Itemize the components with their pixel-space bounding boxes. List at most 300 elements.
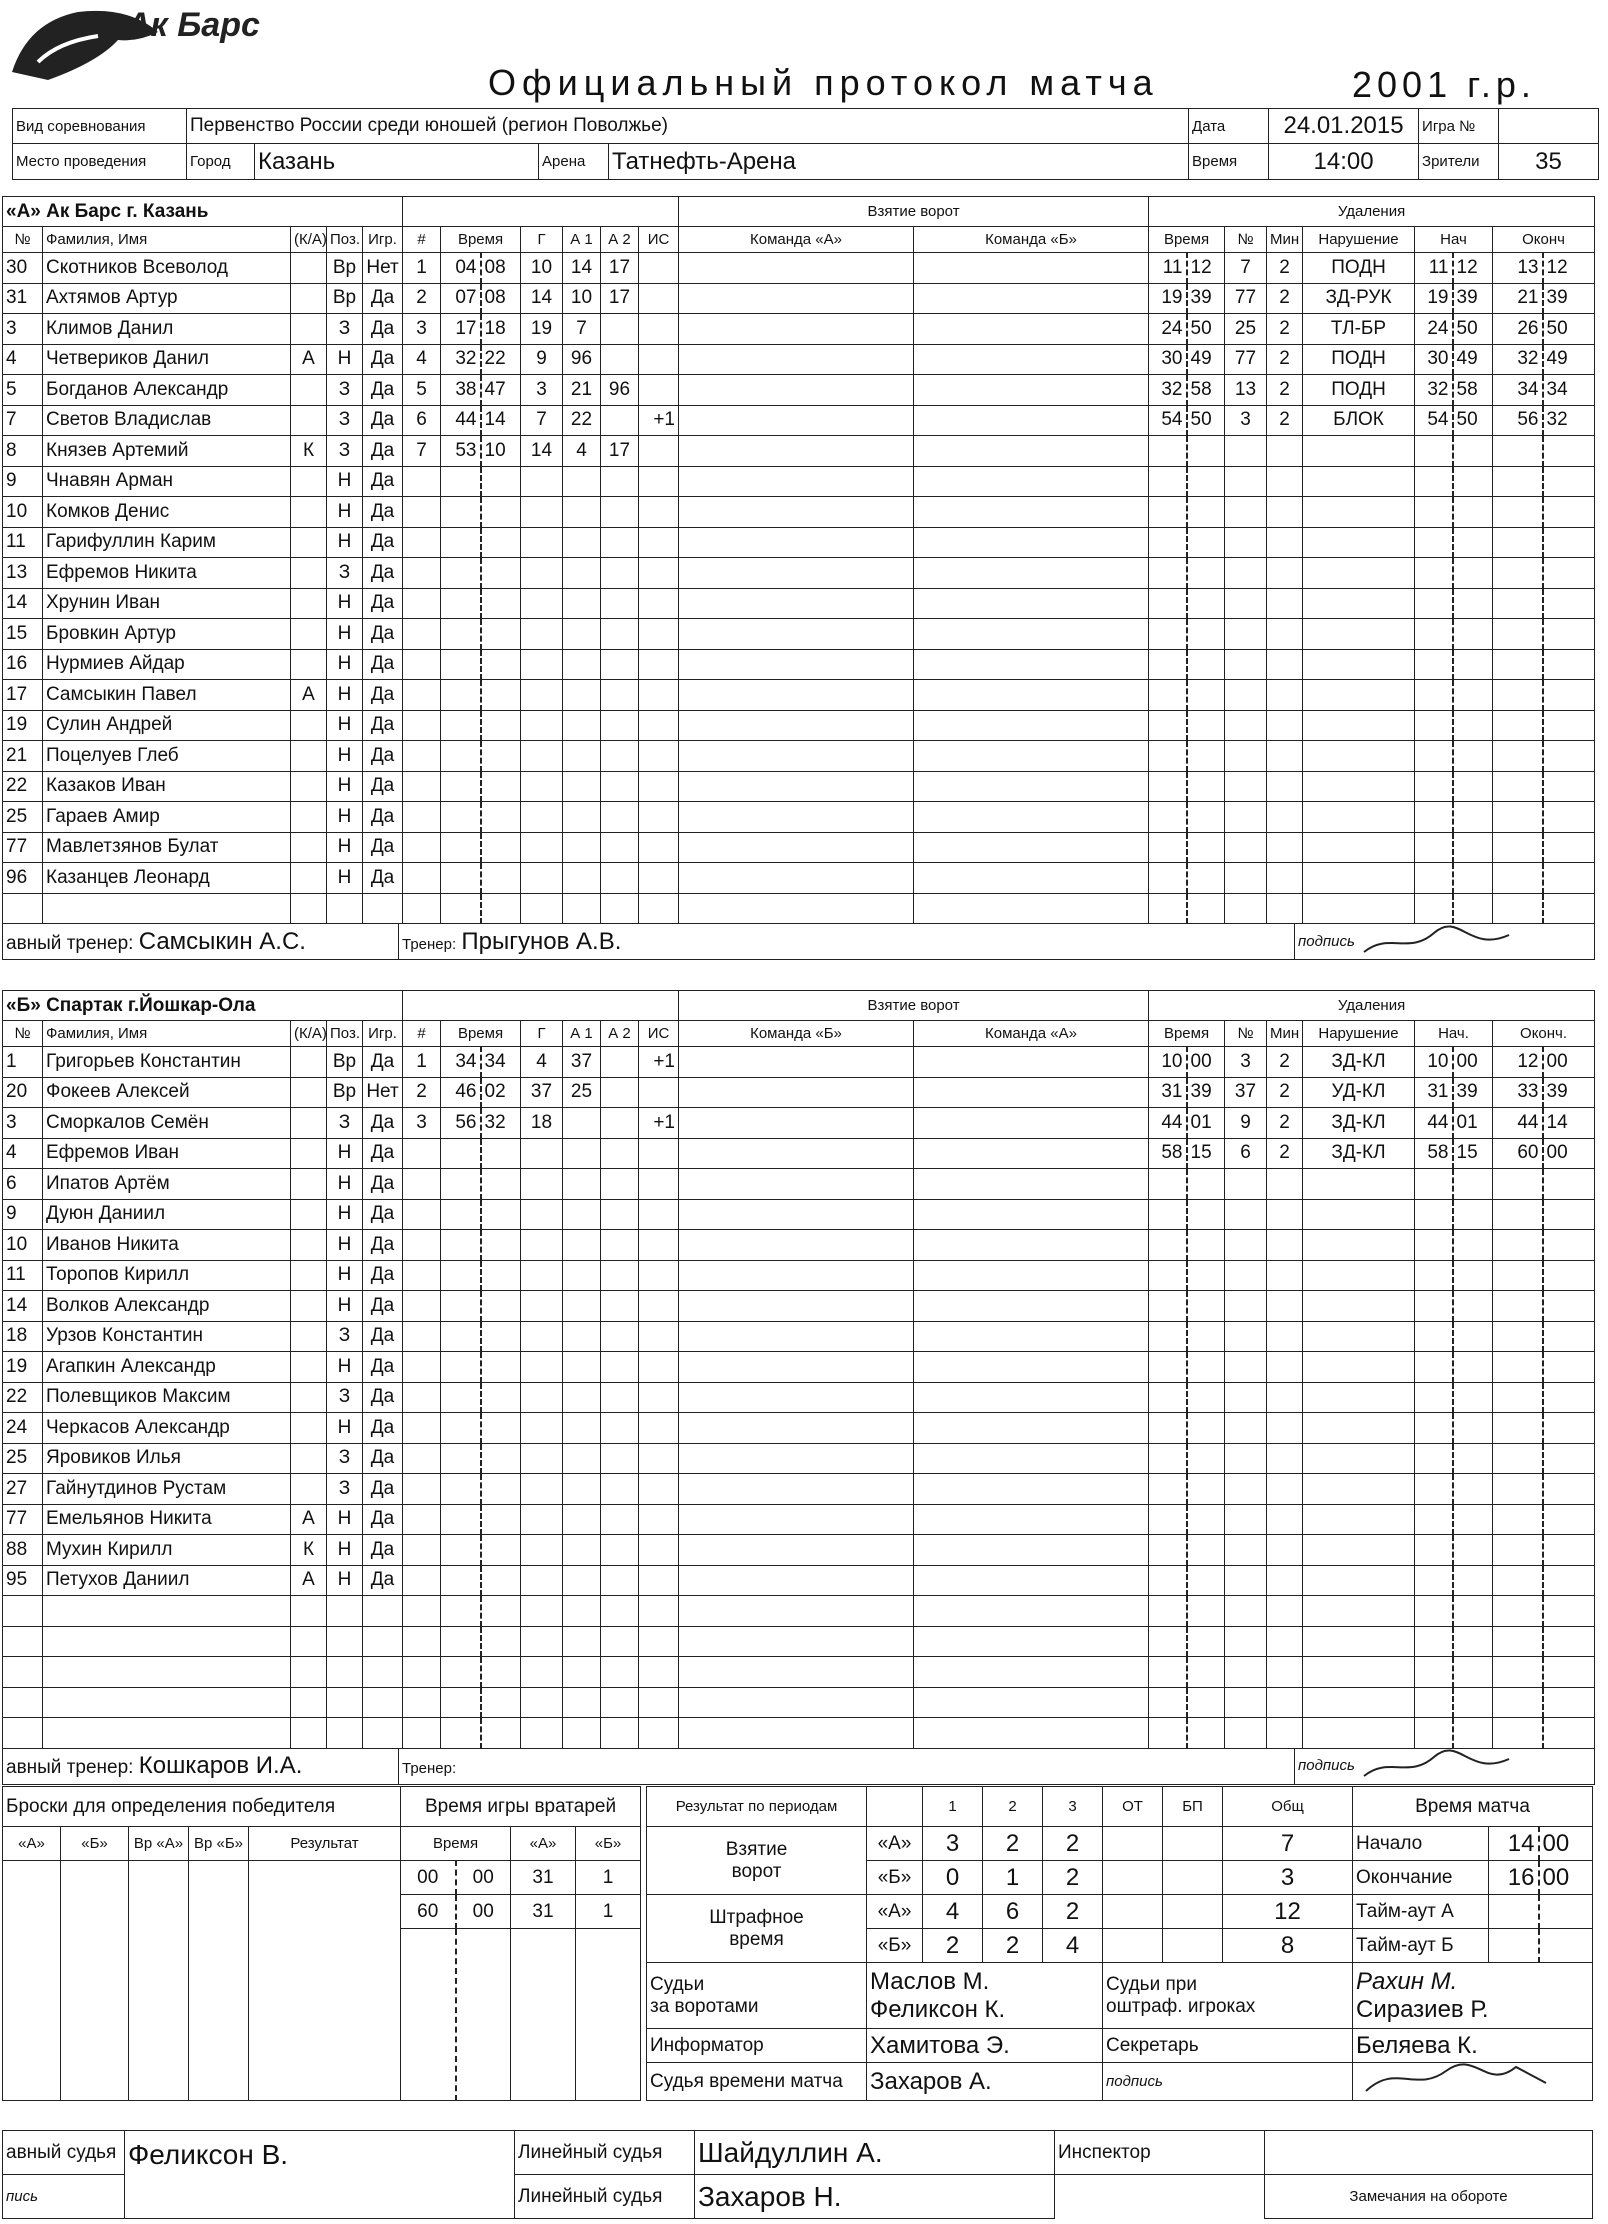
pen-end-minute: 12 [1493, 1047, 1543, 1078]
page-title: Официальный протокол матча [488, 62, 1159, 103]
player-number: 22 [3, 771, 43, 802]
pim-b-p2: 2 [983, 1929, 1043, 1963]
linesman1-value: Шайдуллин А. [695, 2131, 1055, 2175]
player-position: З [327, 1382, 363, 1413]
player-captain [291, 253, 327, 284]
goal-row [403, 558, 1149, 589]
player-row [3, 344, 403, 375]
teamB-coaches [2, 1748, 1595, 1785]
shootout-gk-a: Вр «А» [129, 1827, 189, 1861]
goal-row [403, 1443, 1149, 1474]
player-position: Вр [327, 1077, 363, 1108]
shootout-label: Броски для определения победителя [3, 1787, 401, 1827]
teamB-roster [2, 990, 403, 1749]
signature [1353, 2063, 1593, 2101]
end-minute: 00 [1539, 1861, 1593, 1895]
goal-row [403, 527, 1149, 558]
player-row [3, 863, 403, 894]
teamA-roster [2, 196, 403, 924]
pen-minute: 24 [1149, 314, 1187, 345]
goal-row [403, 1718, 1149, 1749]
penalty-judges-label: Судьи при оштраф. игроках [1103, 1963, 1353, 2029]
shootout-b: «Б» [61, 1827, 129, 1861]
player-captain [291, 619, 327, 650]
pim-a-bp [1163, 1895, 1223, 1929]
pen-second: 00 [1187, 1047, 1225, 1078]
team-b-mark: «Б» [867, 1861, 923, 1895]
col-pen-time: Время [1149, 1021, 1225, 1047]
player-captain [291, 1138, 327, 1169]
city-value: Казань [255, 144, 539, 180]
goals-a-total: 7 [1223, 1827, 1353, 1861]
col-assist1: А 1 [563, 227, 601, 253]
col-goal-no: # [403, 1021, 441, 1047]
timekeeper-label: Судья времени матча [647, 2063, 867, 2101]
pen-infraction: УД-КЛ [1303, 1077, 1415, 1108]
player-name: Волков Александр [43, 1291, 291, 1322]
coach: Тренер: [399, 1748, 1295, 1784]
goals-b-p2: 1 [983, 1861, 1043, 1895]
player-position: Вр [327, 253, 363, 284]
goal-second: 47 [481, 375, 521, 406]
pim-b-bp [1163, 1929, 1223, 1963]
player-captain [291, 527, 327, 558]
col-ka: (К/А) [291, 227, 327, 253]
penalty-row [1149, 1291, 1595, 1322]
goal-second: 08 [481, 253, 521, 284]
goal-row [403, 1291, 1149, 1322]
pen-start-second: 39 [1453, 1077, 1493, 1108]
player-position: З [327, 375, 363, 406]
goal-row [403, 588, 1149, 619]
player-position: Н [327, 1138, 363, 1169]
player-name: Фокеев Алексей [43, 1077, 291, 1108]
pen-minute: 44 [1149, 1108, 1187, 1139]
goal-minute: 46 [441, 1077, 481, 1108]
player-played: Да [363, 588, 403, 619]
col-no: № [3, 1021, 43, 1047]
penalty-row [1149, 619, 1595, 650]
goal-assist2 [601, 314, 639, 345]
goal-row [403, 1169, 1149, 1200]
player-number: 16 [3, 649, 43, 680]
goals-b-p1: 0 [923, 1861, 983, 1895]
player-number: 8 [3, 436, 43, 467]
pen-player: 13 [1225, 375, 1267, 406]
team-title: «А» Ак Барс г. Казань [3, 197, 403, 227]
goal-row [403, 741, 1149, 772]
referee-label: авный судья [3, 2131, 125, 2175]
player-captain [291, 558, 327, 589]
pen-start-second: 50 [1453, 314, 1493, 345]
player-played: Да [363, 1565, 403, 1596]
player-number: 25 [3, 1443, 43, 1474]
penalty-row [1149, 405, 1595, 436]
player-position: Вр [327, 1047, 363, 1078]
penalty-row [1149, 1443, 1595, 1474]
pen-end-second: 00 [1543, 1138, 1595, 1169]
gk-a-number: 31 [511, 1861, 576, 1895]
timekeeper-value: Захаров А. [867, 2063, 1103, 2101]
player-captain [291, 1260, 327, 1291]
player-name: Гараев Амир [43, 802, 291, 833]
pen-minutes: 2 [1267, 344, 1303, 375]
player-name: Скотников Всеволод [43, 253, 291, 284]
goal-row [403, 253, 1149, 284]
goals-b-ot [1103, 1861, 1163, 1895]
player-number: 88 [3, 1535, 43, 1566]
spectators-label: Зрители [1419, 144, 1499, 180]
player-name: Комков Денис [43, 497, 291, 528]
player-captain [291, 1230, 327, 1261]
arena-label: Арена [539, 144, 609, 180]
gk-row [401, 1895, 641, 1929]
pen-minutes: 2 [1267, 405, 1303, 436]
player-number: 77 [3, 1504, 43, 1535]
penalties-title: Удаления [1149, 197, 1595, 227]
penalty-row [1149, 1108, 1595, 1139]
player-name: Полевщиков Максим [43, 1382, 291, 1413]
player-captain [291, 497, 327, 528]
player-number: 17 [3, 680, 43, 711]
player-row [3, 710, 403, 741]
player-name: Казанцев Леонард [43, 863, 291, 894]
player-position: Н [327, 1413, 363, 1444]
team-a-mark: «А» [867, 1895, 923, 1929]
goals-title: Взятие ворот [679, 197, 1149, 227]
birth-year: 2001 г.р. [1352, 64, 1536, 105]
pen-player: 37 [1225, 1077, 1267, 1108]
goal-second: 34 [481, 1047, 521, 1078]
penalty-row [1149, 1352, 1595, 1383]
goal-row [403, 344, 1149, 375]
player-captain [291, 741, 327, 772]
goal-assist1: 96 [563, 344, 601, 375]
goal-number: 2 [403, 1077, 441, 1108]
penalty-row [1149, 649, 1595, 680]
player-played: Да [363, 771, 403, 802]
player-name: Агапкин Александр [43, 1352, 291, 1383]
player-position: Н [327, 527, 363, 558]
player-played: Да [363, 1382, 403, 1413]
player-position: Н [327, 1230, 363, 1261]
player-row [3, 1382, 403, 1413]
player-name: Гарифуллин Карим [43, 527, 291, 558]
col-no: № [3, 227, 43, 253]
player-number: 1 [3, 1047, 43, 1078]
player-number: 14 [3, 1291, 43, 1322]
player-row [3, 1596, 403, 1627]
goals-a-bp [1163, 1827, 1223, 1861]
player-name: Нурмиев Айдар [43, 649, 291, 680]
player-played: Да [363, 1199, 403, 1230]
player-name: Ахтямов Артур [43, 283, 291, 314]
player-name: Климов Данил [43, 314, 291, 345]
goal-minute: 34 [441, 1047, 481, 1078]
player-name: Бровкин Артур [43, 619, 291, 650]
pen-player: 77 [1225, 344, 1267, 375]
penalty-row [1149, 466, 1595, 497]
time-label: Время [1189, 144, 1269, 180]
goals-b-total: 3 [1223, 1861, 1353, 1895]
player-position: З [327, 558, 363, 589]
goal-row [403, 1596, 1149, 1627]
competition-label: Вид соревнования [13, 109, 187, 144]
timeout-a-label: Тайм-аут А [1353, 1895, 1489, 1929]
goal-row [403, 1504, 1149, 1535]
penalty-row [1149, 1169, 1595, 1200]
signature-icon [1359, 1751, 1519, 1781]
player-played: Да [363, 558, 403, 589]
pen-minute: 32 [1149, 375, 1187, 406]
goal-row [403, 710, 1149, 741]
penalty-row [1149, 893, 1595, 924]
col-pen-time: Время [1149, 227, 1225, 253]
player-number: 22 [3, 1382, 43, 1413]
goal-row [403, 1535, 1149, 1566]
linesman-label: Линейный судья [515, 2131, 695, 2175]
goal-minute: 04 [441, 253, 481, 284]
pen-minutes: 2 [1267, 1047, 1303, 1078]
col-pen-no: № [1225, 227, 1267, 253]
pen-infraction: ТЛ-БР [1303, 314, 1415, 345]
player-row [3, 1321, 403, 1352]
goal-number: 7 [403, 436, 441, 467]
penalty-row [1149, 1138, 1595, 1169]
goal-assist2 [601, 1077, 639, 1108]
penalty-row [1149, 588, 1595, 619]
player-played: Да [363, 1108, 403, 1139]
pen-end-second: 32 [1543, 405, 1595, 436]
penalty-row [1149, 314, 1595, 345]
player-position: Н [327, 680, 363, 711]
notes-label: Замечания на обороте [1265, 2175, 1593, 2219]
player-number: 10 [3, 497, 43, 528]
time-value: 14:00 [1269, 144, 1419, 180]
inspector-label: Инспектор [1055, 2131, 1265, 2175]
player-position: З [327, 1443, 363, 1474]
pen-second: 50 [1187, 405, 1225, 436]
goal-scorer: 10 [521, 253, 563, 284]
player-played: Да [363, 619, 403, 650]
player-captain [291, 1108, 327, 1139]
player-position: Н [327, 771, 363, 802]
player-position: Н [327, 1565, 363, 1596]
pen-minutes: 2 [1267, 314, 1303, 345]
player-captain [291, 1352, 327, 1383]
goal-scorer: 18 [521, 1108, 563, 1139]
penalty-row [1149, 741, 1595, 772]
player-captain [291, 1382, 327, 1413]
player-name: Светов Владислав [43, 405, 291, 436]
col-pen-min: Мин [1267, 1021, 1303, 1047]
gk-time-header: Время [401, 1827, 511, 1861]
goal-second: 10 [481, 436, 521, 467]
pen-minutes: 2 [1267, 253, 1303, 284]
player-row [3, 1199, 403, 1230]
referee-value: Феликсон В. [125, 2131, 515, 2219]
goal-second: 18 [481, 314, 521, 345]
team-title: «Б» Спартак г.Йошкар-Ола [3, 991, 403, 1021]
goals-title: Взятие ворот [679, 991, 1149, 1021]
player-position: Н [327, 1199, 363, 1230]
pen-end-second: 12 [1543, 253, 1595, 284]
player-captain: А [291, 1504, 327, 1535]
col-situation: ИС [639, 227, 679, 253]
pim-b-total: 8 [1223, 1929, 1353, 1963]
pim-a-total: 12 [1223, 1895, 1353, 1929]
player-row [3, 649, 403, 680]
goal-row [403, 863, 1149, 894]
col-pen-end: Оконч [1493, 227, 1595, 253]
player-name: Казаков Иван [43, 771, 291, 802]
col-assist1: А 1 [563, 1021, 601, 1047]
penalty-row [1149, 1657, 1595, 1688]
player-played: Да [363, 1260, 403, 1291]
header-info [12, 108, 1599, 180]
goal-assist2: 96 [601, 375, 639, 406]
player-name: Князев Артемий [43, 436, 291, 467]
penalty-row [1149, 344, 1595, 375]
player-played: Да [363, 1169, 403, 1200]
start-label: Начало [1353, 1827, 1489, 1861]
pen-start-second: 58 [1453, 375, 1493, 406]
pen-second: 12 [1187, 253, 1225, 284]
coach-sign: подпись [1295, 924, 1595, 960]
player-row [3, 1657, 403, 1688]
logo [8, 2, 260, 86]
informer-value: Хамитова Э. [867, 2029, 1103, 2063]
player-row [3, 1565, 403, 1596]
pen-minutes: 2 [1267, 1138, 1303, 1169]
player-row [3, 405, 403, 436]
pen-start-minute: 10 [1415, 1047, 1453, 1078]
player-played: Нет [363, 253, 403, 284]
player-captain [291, 1077, 327, 1108]
col-played: Игр. [363, 1021, 403, 1047]
player-captain: К [291, 1535, 327, 1566]
player-number: 6 [3, 1169, 43, 1200]
player-played: Да [363, 1504, 403, 1535]
penalty-row [1149, 1260, 1595, 1291]
gk-b-number: 1 [576, 1895, 641, 1929]
player-number: 9 [3, 1199, 43, 1230]
player-name: Четвериков Данил [43, 344, 291, 375]
player-number: 24 [3, 1413, 43, 1444]
player-number: 31 [3, 283, 43, 314]
goalkeeper-time-table [400, 1786, 641, 2101]
pen-infraction: ПОДН [1303, 344, 1415, 375]
pen-second: 01 [1187, 1108, 1225, 1139]
pen-infraction: ЗД-КЛ [1303, 1108, 1415, 1139]
player-name: Ипатов Артём [43, 1169, 291, 1200]
pim-a-p2: 6 [983, 1895, 1043, 1929]
col-opp-team: Команда «Б» [914, 227, 1149, 253]
pen-minute: 19 [1149, 283, 1187, 314]
player-number: 11 [3, 1260, 43, 1291]
player-position: З [327, 1474, 363, 1505]
penalty-row [1149, 1047, 1595, 1078]
shootout-result: Результат [249, 1827, 401, 1861]
player-played: Да [363, 1474, 403, 1505]
pen-end-minute: 56 [1493, 405, 1543, 436]
player-number: 27 [3, 1474, 43, 1505]
goal-situation [639, 314, 679, 345]
player-row [3, 1291, 403, 1322]
player-captain [291, 863, 327, 894]
player-captain [291, 588, 327, 619]
player-number: 21 [3, 741, 43, 772]
gk-second: 00 [456, 1895, 511, 1929]
player-name: Сморкалов Семён [43, 1108, 291, 1139]
goal-scorer: 14 [521, 283, 563, 314]
pen-player: 6 [1225, 1138, 1267, 1169]
player-row [3, 741, 403, 772]
player-row [3, 1413, 403, 1444]
goal-row [403, 1199, 1149, 1230]
period-1: 1 [923, 1787, 983, 1827]
player-played: Да [363, 710, 403, 741]
player-row [3, 832, 403, 863]
pen-second: 15 [1187, 1138, 1225, 1169]
signature-icon [1359, 927, 1519, 957]
player-row [3, 1443, 403, 1474]
player-row [3, 253, 403, 284]
goal-assist1: 7 [563, 314, 601, 345]
player-played: Да [363, 497, 403, 528]
goal-judges-label: Судьи за воротами [647, 1963, 867, 2029]
pen-start-minute: 44 [1415, 1108, 1453, 1139]
player-captain [291, 283, 327, 314]
pen-infraction: ЗД-КЛ [1303, 1047, 1415, 1078]
player-played: Да [363, 1535, 403, 1566]
goal-row [403, 1047, 1149, 1078]
col-pos: Поз. [327, 1021, 363, 1047]
pen-second: 58 [1187, 375, 1225, 406]
pen-second: 39 [1187, 1077, 1225, 1108]
player-number: 3 [3, 314, 43, 345]
pen-start-second: 00 [1453, 1047, 1493, 1078]
pen-infraction: ЗД-КЛ [1303, 1138, 1415, 1169]
goals-row-label: Взятие ворот [647, 1827, 867, 1895]
goal-situation [639, 436, 679, 467]
player-row [3, 1169, 403, 1200]
teamA-goals [402, 196, 1149, 924]
secretary-label: Секретарь [1103, 2029, 1353, 2063]
goal-row [403, 1352, 1149, 1383]
penalty-row [1149, 375, 1595, 406]
goal-assist1 [563, 1108, 601, 1139]
player-played: Да [363, 1352, 403, 1383]
penalty-row [1149, 1504, 1595, 1535]
player-name: Ефремов Иван [43, 1138, 291, 1169]
goal-number: 4 [403, 344, 441, 375]
goal-assist1: 14 [563, 253, 601, 284]
player-row [3, 802, 403, 833]
player-row [3, 1504, 403, 1535]
goal-situation: +1 [639, 1047, 679, 1078]
col-own-team: Команда «Б» [679, 1021, 914, 1047]
player-row [3, 588, 403, 619]
goal-row [403, 1687, 1149, 1718]
player-position: З [327, 1108, 363, 1139]
player-row [3, 771, 403, 802]
col-goal-no: # [403, 227, 441, 253]
pen-player: 9 [1225, 1108, 1267, 1139]
player-position: Н [327, 802, 363, 833]
player-played: Да [363, 466, 403, 497]
goal-row [403, 1474, 1149, 1505]
